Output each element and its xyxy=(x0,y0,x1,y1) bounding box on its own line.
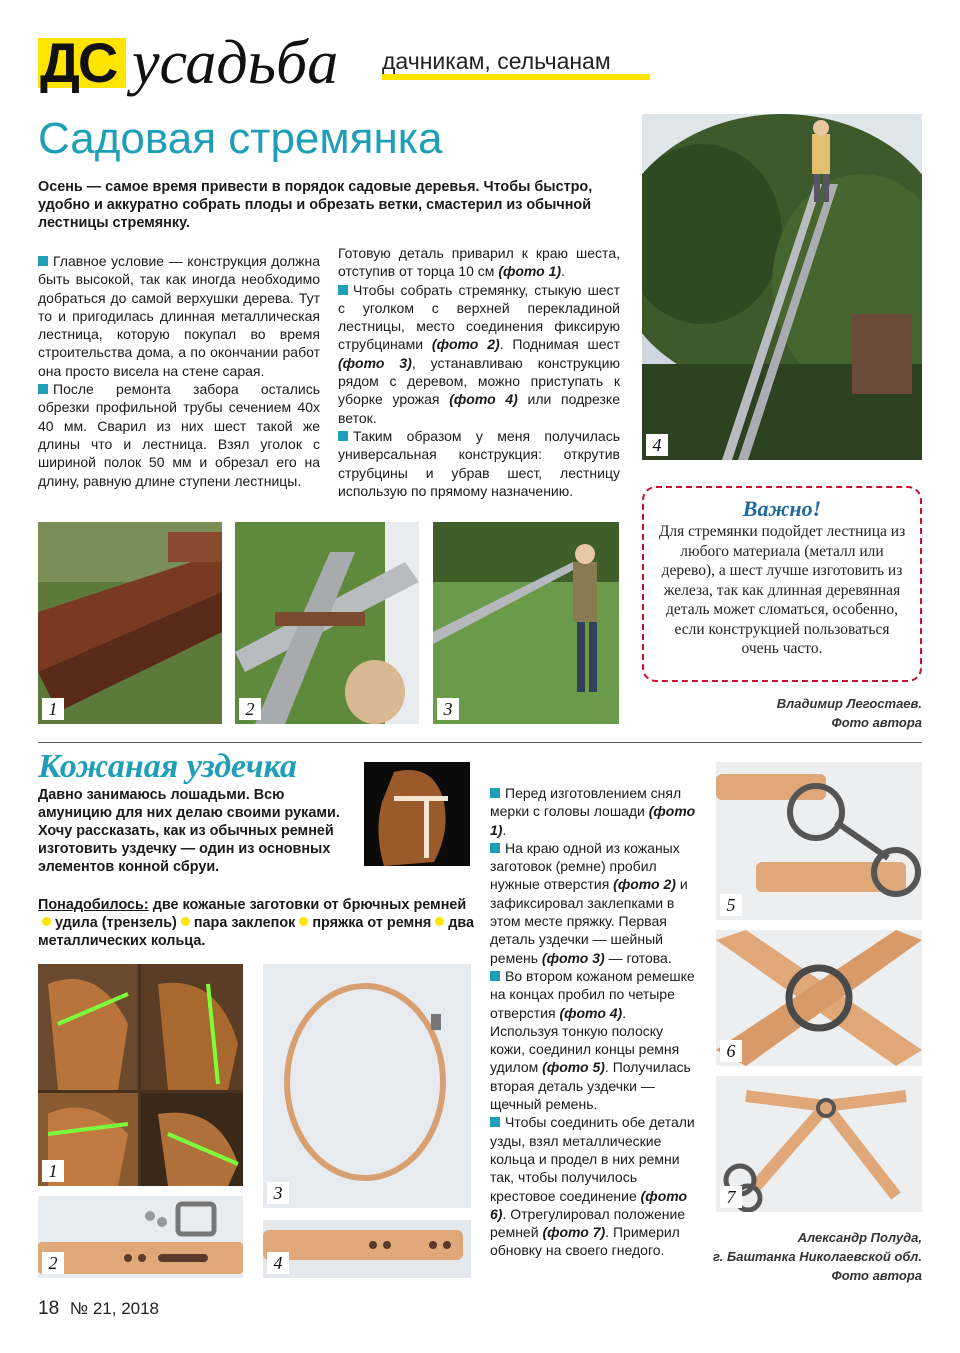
bullet-dot-icon xyxy=(42,917,51,926)
important-text: Для стремянки подойдет лестница из любого материала (металл или дерево), а шест лучше изготовить из железа, так как длинная деревянная деталь может сломаться, особенно, если конструкцией пользоваться очень часто. xyxy=(658,523,906,657)
paragraph: Главное условие — конструкция должна быть высокой, так как иногда необходимо добраться до самой верхушки дерева. Тут то и пригодилась длинная металлическая лестница, которую покупал во время строительства дома, а по окончании работ она просто висела на стене сарая. xyxy=(38,253,320,379)
horse-head-illustration xyxy=(364,762,470,866)
bullet-square-icon xyxy=(490,971,500,981)
materials-needed: Понадобилось: две кожаные заготовки от брючных ремнейудила (трензель) пара заклепок пряжка от ремня два металлических кольца. xyxy=(38,897,475,949)
photo-number: 2 xyxy=(42,1252,64,1274)
photo-number: 6 xyxy=(720,1040,742,1062)
page-footer xyxy=(38,1298,159,1320)
photo-number: 1 xyxy=(42,698,64,720)
author-block xyxy=(777,694,922,732)
photo-credit: Фото автора xyxy=(831,1268,922,1283)
photo-number: 1 xyxy=(42,1160,64,1182)
text-column-2 xyxy=(338,244,620,500)
author-block-2 xyxy=(713,1228,922,1285)
photo-bit-strap xyxy=(716,762,922,920)
cheek-strap-illustration xyxy=(263,1220,471,1278)
bullet-dot-icon xyxy=(181,917,190,926)
bullet-square-icon xyxy=(38,384,48,394)
paragraph: Чтобы соединить обе детали узды, взял металлические кольца и продел в них ремни так, чтобы получилось крестовое соединение (фото 6). Отрегулировал положение ремней (фото 7). Примерил обновку на своего гнедого. xyxy=(490,1114,695,1259)
lifting-pole-illustration xyxy=(433,522,619,724)
bullet-dot-icon xyxy=(435,917,444,926)
clamping-illustration xyxy=(235,522,419,724)
bullet-square-icon xyxy=(38,256,48,266)
paragraph: Во втором кожаном ремешке на концах пробил по четыре отверстия (фото 4). Используя тонкую полоску кожи, соединил концы ремня удилом (фото 5). Получилась вторая деталь уздечки — щечный ремень. xyxy=(490,967,695,1113)
divider xyxy=(38,742,922,743)
subtitle-underline xyxy=(382,74,650,80)
photo-angle-weld xyxy=(38,522,222,724)
section-title: усадьба xyxy=(132,29,339,97)
article-lead-2: Давно занимаюсь лошадьми. Всю амуницию для них делаю своими руками. Хочу рассказать, как из обычных ремней изготовить уздечку — один из основных элементов конной сбруи. xyxy=(38,787,340,875)
paragraph: Готовую деталь приварил к краю шеста, отступив от торца 10 см (фото 1). xyxy=(338,245,620,280)
ladder-tree-illustration xyxy=(642,114,922,460)
paragraph: Перед изготовлением снял мерки с головы лошади (фото 1). xyxy=(490,785,696,838)
article-title: Садовая стремянка xyxy=(38,114,443,163)
strap-buckle-illustration xyxy=(38,1196,243,1278)
photo-strap-buckle xyxy=(38,1196,243,1278)
paragraph: Таким образом у меня получилась универсальная конструкция: открутив струбцины и убрав шест, лестницу использую по прямому назначению. xyxy=(338,427,620,499)
bullet-dot-icon xyxy=(299,917,308,926)
bit-strap-illustration xyxy=(716,762,922,920)
bullet-square-icon xyxy=(490,843,500,853)
text-column-1 xyxy=(38,252,320,490)
paragraph: На краю одной из кожаных заготовок (ремне) пробил нужные отверстия (фото 2) и зафиксировал заклепками в этом месте пряжку. Первая деталь уздечки — шейный ремень (фото 3) — готова. xyxy=(490,839,688,966)
photo-credit: Фото автора xyxy=(831,715,922,730)
paragraph: Чтобы собрать стремянку, стыкую шест с уголком с верхней перекладиной лестницы, место соединения фиксирую струбцинами (фото 2). Поднимая шест (фото 3), устанавливаю конструкцию рядом с деревом, можно приступать к уборке урожая (фото 4) или подрезке веток. xyxy=(338,281,620,426)
photo-ring-cross xyxy=(716,930,922,1066)
issue-number: № 21, 2018 xyxy=(69,1299,160,1318)
photo-horse-measurements xyxy=(38,964,243,1186)
author-location: г. Баштанка Николаевской обл. xyxy=(713,1249,922,1264)
important-box xyxy=(642,486,922,682)
photo-ladder-tree xyxy=(642,114,922,460)
photo-assembled-bridle xyxy=(716,1076,922,1212)
photo-number: 4 xyxy=(646,434,668,456)
photo-clamping xyxy=(235,522,419,724)
photo-cheek-strap xyxy=(263,1220,471,1278)
neck-strap-illustration xyxy=(263,964,471,1208)
logo: ДС xyxy=(40,31,117,94)
photo-number: 2 xyxy=(239,698,261,720)
bullet-square-icon xyxy=(490,788,500,798)
photo-number: 3 xyxy=(437,698,459,720)
page-number: 18 xyxy=(38,1298,60,1319)
photo-number: 3 xyxy=(267,1182,289,1204)
paragraph: После ремонта забора остались обрезки профильной трубы сечением 40х 40 мм. Сварил из них шест такой же длины что и лестница. Взял уголок с шириной полок 50 мм и обрезал его на длину, равную длине ступени лестницы. xyxy=(38,381,320,489)
author-name: Александр Полуда, xyxy=(797,1230,922,1245)
photo-number: 7 xyxy=(720,1186,742,1208)
photo-number: 5 xyxy=(720,894,742,916)
angle-weld-illustration xyxy=(38,522,222,724)
assembled-bridle-illustration xyxy=(716,1076,922,1212)
author-name: Владимир Легостаев. xyxy=(776,696,922,711)
bullet-square-icon xyxy=(338,285,348,295)
article-title-2: Кожаная уздечка xyxy=(38,748,297,785)
horse-measurements-illustration xyxy=(38,964,243,1186)
text-column-3 xyxy=(490,784,698,1260)
article-lead: Осень — самое время привести в порядок садовые деревья. Чтобы быстро, удобно и аккуратно собрать плоды и обрезать ветки, смастерил из обычной лестницы стремянку. xyxy=(38,179,593,231)
ring-cross-illustration xyxy=(716,930,922,1066)
important-title: Важно! xyxy=(742,496,822,521)
photo-number: 4 xyxy=(267,1252,289,1274)
materials-label: Понадобилось: xyxy=(38,897,149,913)
bullet-square-icon xyxy=(490,1117,500,1127)
photo-neck-strap xyxy=(263,964,471,1208)
bullet-square-icon xyxy=(338,431,348,441)
photo-horse-head xyxy=(364,762,470,866)
photo-lifting-pole xyxy=(433,522,619,724)
section-subtitle: дачникам, сельчанам xyxy=(382,48,611,74)
